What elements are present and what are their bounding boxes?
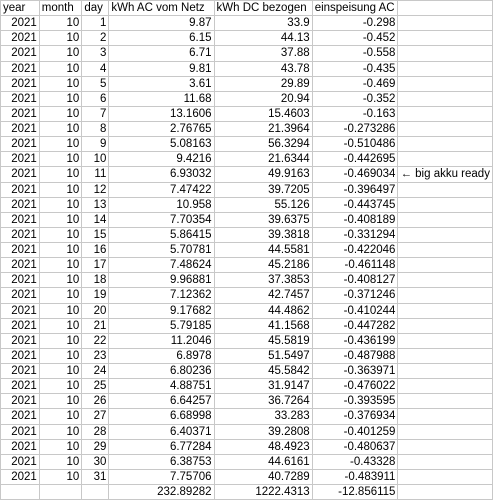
cell-kwh-ac-netz[interactable]: 9.96881 bbox=[109, 273, 214, 288]
table-row bbox=[1, 379, 493, 394]
cell-note[interactable]: ← big akku ready bbox=[398, 167, 493, 182]
cell-kwh-ac-netz[interactable]: 6.64257 bbox=[109, 394, 214, 409]
cell-year[interactable]: 2021 bbox=[1, 288, 40, 303]
cell-year[interactable]: 2021 bbox=[1, 469, 40, 484]
cell-kwh-ac-netz[interactable]: 5.79185 bbox=[109, 318, 214, 333]
cell-note[interactable] bbox=[398, 318, 493, 333]
cell-einspeisung-ac[interactable]: -0.401259 bbox=[312, 424, 398, 439]
cell-month[interactable]: 10 bbox=[39, 258, 82, 273]
cell-month[interactable]: 10 bbox=[39, 61, 82, 76]
cell-year[interactable]: 2021 bbox=[1, 167, 40, 182]
table-row bbox=[1, 348, 493, 363]
cell-kwh-dc-bezogen[interactable]: 29.89 bbox=[214, 76, 312, 91]
header-cell-day[interactable]: day bbox=[82, 1, 109, 16]
cell-note[interactable] bbox=[398, 364, 493, 379]
cell-note[interactable] bbox=[398, 122, 493, 137]
cell-year[interactable]: 2021 bbox=[1, 258, 40, 273]
table-row bbox=[1, 409, 493, 424]
cell-year[interactable]: 2021 bbox=[1, 273, 40, 288]
cell-kwh-dc-bezogen[interactable]: 48.4923 bbox=[214, 439, 312, 454]
cell-year[interactable]: 2021 bbox=[1, 303, 40, 318]
cell-year[interactable]: 2021 bbox=[1, 106, 40, 121]
cell-day[interactable]: 21 bbox=[82, 318, 109, 333]
cell-year[interactable]: 2021 bbox=[1, 16, 40, 31]
cell-year[interactable]: 2021 bbox=[1, 409, 40, 424]
cell-kwh-dc-bezogen[interactable]: 44.4862 bbox=[214, 303, 312, 318]
table-row bbox=[1, 258, 493, 273]
cell-month[interactable]: 10 bbox=[39, 31, 82, 46]
cell-kwh-ac-netz[interactable]: 232.89282 bbox=[109, 485, 214, 500]
header-cell-kwh-ac-netz[interactable]: kWh AC vom Netz bbox=[109, 1, 214, 16]
cell-month[interactable]: 10 bbox=[39, 46, 82, 61]
cell-day[interactable]: 27 bbox=[82, 409, 109, 424]
cell-kwh-dc-bezogen[interactable]: 45.2186 bbox=[214, 258, 312, 273]
cell-year[interactable]: 2021 bbox=[1, 243, 40, 258]
cell-note[interactable] bbox=[398, 273, 493, 288]
cell-kwh-dc-bezogen[interactable]: 49.9163 bbox=[214, 167, 312, 182]
cell-kwh-ac-netz[interactable]: 6.38753 bbox=[109, 454, 214, 469]
cell-year[interactable]: 2021 bbox=[1, 76, 40, 91]
cell-month[interactable]: 10 bbox=[39, 379, 82, 394]
cell-month[interactable]: 10 bbox=[39, 106, 82, 121]
cell-year[interactable]: 2021 bbox=[1, 46, 40, 61]
cell-year[interactable]: 2021 bbox=[1, 364, 40, 379]
cell-month[interactable]: 10 bbox=[39, 333, 82, 348]
cell-day[interactable]: 19 bbox=[82, 288, 109, 303]
cell-einspeisung-ac[interactable]: -12.856115 bbox=[312, 485, 398, 500]
totals-row bbox=[1, 485, 493, 500]
table-row bbox=[1, 318, 493, 333]
cell-year[interactable]: 2021 bbox=[1, 182, 40, 197]
table-row bbox=[1, 394, 493, 409]
cell-kwh-dc-bezogen[interactable]: 36.7264 bbox=[214, 394, 312, 409]
cell-year[interactable]: 2021 bbox=[1, 333, 40, 348]
cell-kwh-dc-bezogen[interactable]: 51.5497 bbox=[214, 348, 312, 363]
cell-kwh-ac-netz[interactable]: 5.86415 bbox=[109, 227, 214, 242]
table-row bbox=[1, 31, 493, 46]
cell-month[interactable]: 10 bbox=[39, 318, 82, 333]
cell-kwh-ac-netz[interactable]: 3.61 bbox=[109, 76, 214, 91]
cell-month[interactable]: 10 bbox=[39, 16, 82, 31]
cell-month[interactable] bbox=[39, 485, 82, 500]
cell-einspeisung-ac[interactable]: -0.510486 bbox=[312, 137, 398, 152]
cell-einspeisung-ac[interactable]: -0.422046 bbox=[312, 243, 398, 258]
cell-kwh-ac-netz[interactable]: 10.958 bbox=[109, 197, 214, 212]
cell-kwh-ac-netz[interactable]: 5.08163 bbox=[109, 137, 214, 152]
cell-note[interactable] bbox=[398, 31, 493, 46]
cell-day[interactable]: 12 bbox=[82, 182, 109, 197]
cell-month[interactable]: 10 bbox=[39, 243, 82, 258]
cell-note[interactable] bbox=[398, 91, 493, 106]
cell-day[interactable]: 15 bbox=[82, 227, 109, 242]
cell-month[interactable]: 10 bbox=[39, 424, 82, 439]
cell-year[interactable] bbox=[1, 485, 40, 500]
cell-day[interactable]: 7 bbox=[82, 106, 109, 121]
table-row bbox=[1, 46, 493, 61]
cell-month[interactable]: 10 bbox=[39, 409, 82, 424]
cell-kwh-dc-bezogen[interactable]: 21.6344 bbox=[214, 152, 312, 167]
cell-kwh-dc-bezogen[interactable]: 1222.4313 bbox=[214, 485, 312, 500]
cell-year[interactable]: 2021 bbox=[1, 197, 40, 212]
cell-einspeisung-ac[interactable]: -0.469034 bbox=[312, 167, 398, 182]
cell-year[interactable]: 2021 bbox=[1, 227, 40, 242]
cell-kwh-dc-bezogen[interactable]: 31.9147 bbox=[214, 379, 312, 394]
cell-note[interactable] bbox=[398, 379, 493, 394]
cell-day[interactable]: 22 bbox=[82, 333, 109, 348]
cell-note[interactable] bbox=[398, 76, 493, 91]
cell-kwh-dc-bezogen[interactable]: 44.5581 bbox=[214, 243, 312, 258]
cell-note[interactable] bbox=[398, 439, 493, 454]
cell-einspeisung-ac[interactable]: -0.461148 bbox=[312, 258, 398, 273]
table-row bbox=[1, 167, 493, 182]
cell-day[interactable]: 31 bbox=[82, 469, 109, 484]
cell-kwh-dc-bezogen[interactable]: 15.4603 bbox=[214, 106, 312, 121]
cell-kwh-ac-netz[interactable]: 6.15 bbox=[109, 31, 214, 46]
cell-year[interactable]: 2021 bbox=[1, 212, 40, 227]
cell-einspeisung-ac[interactable]: -0.371246 bbox=[312, 288, 398, 303]
cell-year[interactable]: 2021 bbox=[1, 454, 40, 469]
cell-note[interactable] bbox=[398, 485, 493, 500]
cell-kwh-ac-netz[interactable]: 7.12362 bbox=[109, 288, 214, 303]
table-row bbox=[1, 273, 493, 288]
cell-einspeisung-ac[interactable]: -0.163 bbox=[312, 106, 398, 121]
cell-einspeisung-ac[interactable]: -0.435 bbox=[312, 61, 398, 76]
table-row bbox=[1, 91, 493, 106]
cell-day[interactable]: 6 bbox=[82, 91, 109, 106]
cell-month[interactable]: 10 bbox=[39, 227, 82, 242]
cell-kwh-dc-bezogen[interactable]: 39.7205 bbox=[214, 182, 312, 197]
cell-kwh-dc-bezogen[interactable]: 33.283 bbox=[214, 409, 312, 424]
cell-kwh-ac-netz[interactable]: 9.87 bbox=[109, 16, 214, 31]
cell-kwh-ac-netz[interactable]: 2.76765 bbox=[109, 122, 214, 137]
cell-note[interactable] bbox=[398, 46, 493, 61]
cell-day[interactable]: 26 bbox=[82, 394, 109, 409]
cell-day[interactable]: 17 bbox=[82, 258, 109, 273]
cell-year[interactable]: 2021 bbox=[1, 318, 40, 333]
table-row bbox=[1, 288, 493, 303]
cell-einspeisung-ac[interactable]: -0.487988 bbox=[312, 348, 398, 363]
cell-kwh-ac-netz[interactable]: 6.68998 bbox=[109, 409, 214, 424]
header-cell-year[interactable]: year bbox=[1, 1, 40, 16]
cell-day[interactable]: 30 bbox=[82, 454, 109, 469]
cell-month[interactable]: 10 bbox=[39, 76, 82, 91]
cell-month[interactable]: 10 bbox=[39, 348, 82, 363]
table-row bbox=[1, 137, 493, 152]
cell-note[interactable] bbox=[398, 16, 493, 31]
cell-month[interactable]: 10 bbox=[39, 212, 82, 227]
cell-kwh-ac-netz[interactable]: 7.48624 bbox=[109, 258, 214, 273]
cell-kwh-dc-bezogen[interactable]: 55.126 bbox=[214, 197, 312, 212]
cell-day[interactable]: 8 bbox=[82, 122, 109, 137]
cell-month[interactable]: 10 bbox=[39, 182, 82, 197]
header-cell-note[interactable] bbox=[398, 1, 493, 16]
cell-kwh-ac-netz[interactable]: 6.77284 bbox=[109, 439, 214, 454]
cell-kwh-dc-bezogen[interactable]: 39.2808 bbox=[214, 424, 312, 439]
cell-year[interactable]: 2021 bbox=[1, 91, 40, 106]
cell-month[interactable]: 10 bbox=[39, 288, 82, 303]
cell-day[interactable]: 18 bbox=[82, 273, 109, 288]
cell-note[interactable] bbox=[398, 227, 493, 242]
cell-kwh-dc-bezogen[interactable]: 21.3964 bbox=[214, 122, 312, 137]
cell-einspeisung-ac[interactable]: -0.352 bbox=[312, 91, 398, 106]
cell-note[interactable] bbox=[398, 288, 493, 303]
table-row bbox=[1, 333, 493, 348]
cell-day[interactable]: 2 bbox=[82, 31, 109, 46]
table-row bbox=[1, 364, 493, 379]
table-row bbox=[1, 122, 493, 137]
cell-kwh-dc-bezogen[interactable]: 37.3853 bbox=[214, 273, 312, 288]
table-row bbox=[1, 424, 493, 439]
cell-kwh-ac-netz[interactable]: 7.70354 bbox=[109, 212, 214, 227]
cell-kwh-dc-bezogen[interactable]: 43.78 bbox=[214, 61, 312, 76]
cell-kwh-ac-netz[interactable]: 4.88751 bbox=[109, 379, 214, 394]
cell-kwh-ac-netz[interactable]: 7.75706 bbox=[109, 469, 214, 484]
cell-einspeisung-ac[interactable]: -0.376934 bbox=[312, 409, 398, 424]
cell-kwh-dc-bezogen[interactable]: 45.5819 bbox=[214, 333, 312, 348]
cell-kwh-dc-bezogen[interactable]: 56.3294 bbox=[214, 137, 312, 152]
cell-day[interactable]: 24 bbox=[82, 364, 109, 379]
table-row bbox=[1, 152, 493, 167]
table-row bbox=[1, 16, 493, 31]
cell-note[interactable] bbox=[398, 106, 493, 121]
cell-day[interactable] bbox=[82, 485, 109, 500]
cell-kwh-dc-bezogen[interactable]: 20.94 bbox=[214, 91, 312, 106]
cell-einspeisung-ac[interactable]: -0.442695 bbox=[312, 152, 398, 167]
cell-month[interactable]: 10 bbox=[39, 122, 82, 137]
cell-kwh-dc-bezogen[interactable]: 42.7457 bbox=[214, 288, 312, 303]
table-row bbox=[1, 303, 493, 318]
cell-einspeisung-ac[interactable]: -0.447282 bbox=[312, 318, 398, 333]
table-row bbox=[1, 439, 493, 454]
table-row bbox=[1, 227, 493, 242]
header-cell-einspeisung-ac[interactable]: einspeisung AC bbox=[312, 1, 398, 16]
table-row bbox=[1, 469, 493, 484]
cell-kwh-ac-netz[interactable]: 6.8978 bbox=[109, 348, 214, 363]
cell-day[interactable]: 20 bbox=[82, 303, 109, 318]
cell-kwh-ac-netz[interactable]: 11.2046 bbox=[109, 333, 214, 348]
header-cell-month[interactable]: month bbox=[39, 1, 82, 16]
cell-day[interactable]: 11 bbox=[82, 167, 109, 182]
cell-einspeisung-ac[interactable]: -0.410244 bbox=[312, 303, 398, 318]
cell-year[interactable]: 2021 bbox=[1, 152, 40, 167]
cell-kwh-ac-netz[interactable]: 9.17682 bbox=[109, 303, 214, 318]
cell-kwh-dc-bezogen[interactable]: 40.7289 bbox=[214, 469, 312, 484]
cell-day[interactable]: 13 bbox=[82, 197, 109, 212]
table-row bbox=[1, 182, 493, 197]
cell-year[interactable]: 2021 bbox=[1, 348, 40, 363]
header-cell-kwh-dc-bezogen[interactable]: kWh DC bezogen bbox=[214, 1, 312, 16]
cell-note[interactable] bbox=[398, 243, 493, 258]
cell-day[interactable]: 5 bbox=[82, 76, 109, 91]
cell-kwh-dc-bezogen[interactable]: 44.6161 bbox=[214, 454, 312, 469]
cell-month[interactable]: 10 bbox=[39, 167, 82, 182]
cell-day[interactable]: 16 bbox=[82, 243, 109, 258]
cell-month[interactable]: 10 bbox=[39, 439, 82, 454]
cell-month[interactable]: 10 bbox=[39, 469, 82, 484]
cell-year[interactable]: 2021 bbox=[1, 379, 40, 394]
cell-kwh-ac-netz[interactable]: 9.4216 bbox=[109, 152, 214, 167]
cell-einspeisung-ac[interactable]: -0.331294 bbox=[312, 227, 398, 242]
cell-einspeisung-ac[interactable]: -0.408189 bbox=[312, 212, 398, 227]
header-row bbox=[1, 1, 493, 16]
cell-einspeisung-ac[interactable]: -0.558 bbox=[312, 46, 398, 61]
cell-einspeisung-ac[interactable]: -0.298 bbox=[312, 16, 398, 31]
cell-kwh-ac-netz[interactable]: 6.80236 bbox=[109, 364, 214, 379]
cell-kwh-dc-bezogen[interactable]: 41.1568 bbox=[214, 318, 312, 333]
cell-kwh-dc-bezogen[interactable]: 33.9 bbox=[214, 16, 312, 31]
cell-year[interactable]: 2021 bbox=[1, 394, 40, 409]
cell-kwh-dc-bezogen[interactable]: 44.13 bbox=[214, 31, 312, 46]
cell-kwh-dc-bezogen[interactable]: 39.3818 bbox=[214, 227, 312, 242]
cell-einspeisung-ac[interactable]: -0.476022 bbox=[312, 379, 398, 394]
cell-year[interactable]: 2021 bbox=[1, 137, 40, 152]
cell-note[interactable] bbox=[398, 137, 493, 152]
cell-day[interactable]: 1 bbox=[82, 16, 109, 31]
cell-einspeisung-ac[interactable]: -0.469 bbox=[312, 76, 398, 91]
cell-einspeisung-ac[interactable]: -0.363971 bbox=[312, 364, 398, 379]
cell-einspeisung-ac[interactable]: -0.393595 bbox=[312, 394, 398, 409]
cell-year[interactable]: 2021 bbox=[1, 439, 40, 454]
cell-day[interactable]: 10 bbox=[82, 152, 109, 167]
cell-year[interactable]: 2021 bbox=[1, 61, 40, 76]
cell-note[interactable] bbox=[398, 182, 493, 197]
cell-month[interactable]: 10 bbox=[39, 91, 82, 106]
cell-einspeisung-ac[interactable]: -0.436199 bbox=[312, 333, 398, 348]
cell-kwh-ac-netz[interactable]: 11.68 bbox=[109, 91, 214, 106]
cell-note[interactable] bbox=[398, 409, 493, 424]
cell-month[interactable]: 10 bbox=[39, 152, 82, 167]
cell-day[interactable]: 25 bbox=[82, 379, 109, 394]
cell-kwh-dc-bezogen[interactable]: 45.5842 bbox=[214, 364, 312, 379]
table-row bbox=[1, 197, 493, 212]
cell-year[interactable]: 2021 bbox=[1, 122, 40, 137]
cell-note[interactable] bbox=[398, 258, 493, 273]
cell-kwh-ac-netz[interactable]: 9.81 bbox=[109, 61, 214, 76]
cell-day[interactable]: 14 bbox=[82, 212, 109, 227]
cell-kwh-ac-netz[interactable]: 13.1606 bbox=[109, 106, 214, 121]
cell-day[interactable]: 4 bbox=[82, 61, 109, 76]
cell-note[interactable] bbox=[398, 61, 493, 76]
cell-note[interactable] bbox=[398, 303, 493, 318]
cell-einspeisung-ac[interactable]: -0.396497 bbox=[312, 182, 398, 197]
sheet-body bbox=[1, 1, 493, 500]
cell-month[interactable]: 10 bbox=[39, 394, 82, 409]
cell-kwh-ac-netz[interactable]: 6.71 bbox=[109, 46, 214, 61]
table-row bbox=[1, 106, 493, 121]
cell-month[interactable]: 10 bbox=[39, 364, 82, 379]
cell-kwh-ac-netz[interactable]: 7.47422 bbox=[109, 182, 214, 197]
table-row bbox=[1, 61, 493, 76]
cell-einspeisung-ac[interactable]: -0.483911 bbox=[312, 469, 398, 484]
cell-day[interactable]: 29 bbox=[82, 439, 109, 454]
cell-note[interactable] bbox=[398, 212, 493, 227]
cell-month[interactable]: 10 bbox=[39, 137, 82, 152]
cell-year[interactable]: 2021 bbox=[1, 31, 40, 46]
table-row bbox=[1, 76, 493, 91]
cell-year[interactable]: 2021 bbox=[1, 424, 40, 439]
cell-day[interactable]: 28 bbox=[82, 424, 109, 439]
cell-note[interactable] bbox=[398, 348, 493, 363]
cell-kwh-dc-bezogen[interactable]: 37.88 bbox=[214, 46, 312, 61]
cell-einspeisung-ac[interactable]: -0.452 bbox=[312, 31, 398, 46]
cell-einspeisung-ac[interactable]: -0.443745 bbox=[312, 197, 398, 212]
cell-kwh-ac-netz[interactable]: 6.40371 bbox=[109, 424, 214, 439]
cell-note[interactable] bbox=[398, 333, 493, 348]
cell-day[interactable]: 3 bbox=[82, 46, 109, 61]
cell-einspeisung-ac[interactable]: -0.480637 bbox=[312, 439, 398, 454]
cell-kwh-ac-netz[interactable]: 5.70781 bbox=[109, 243, 214, 258]
cell-note[interactable] bbox=[398, 424, 493, 439]
cell-einspeisung-ac[interactable]: -0.273286 bbox=[312, 122, 398, 137]
cell-month[interactable]: 10 bbox=[39, 454, 82, 469]
cell-month[interactable]: 10 bbox=[39, 303, 82, 318]
table-row bbox=[1, 212, 493, 227]
cell-einspeisung-ac[interactable]: -0.408127 bbox=[312, 273, 398, 288]
cell-note[interactable] bbox=[398, 394, 493, 409]
cell-note[interactable] bbox=[398, 152, 493, 167]
cell-day[interactable]: 23 bbox=[82, 348, 109, 363]
cell-kwh-ac-netz[interactable]: 6.93032 bbox=[109, 167, 214, 182]
cell-einspeisung-ac[interactable]: -0.43328 bbox=[312, 454, 398, 469]
cell-month[interactable]: 10 bbox=[39, 197, 82, 212]
cell-note[interactable] bbox=[398, 469, 493, 484]
cell-note[interactable] bbox=[398, 197, 493, 212]
cell-kwh-dc-bezogen[interactable]: 39.6375 bbox=[214, 212, 312, 227]
cell-day[interactable]: 9 bbox=[82, 137, 109, 152]
table-row bbox=[1, 454, 493, 469]
cell-note[interactable] bbox=[398, 454, 493, 469]
cell-month[interactable]: 10 bbox=[39, 273, 82, 288]
table-row bbox=[1, 243, 493, 258]
